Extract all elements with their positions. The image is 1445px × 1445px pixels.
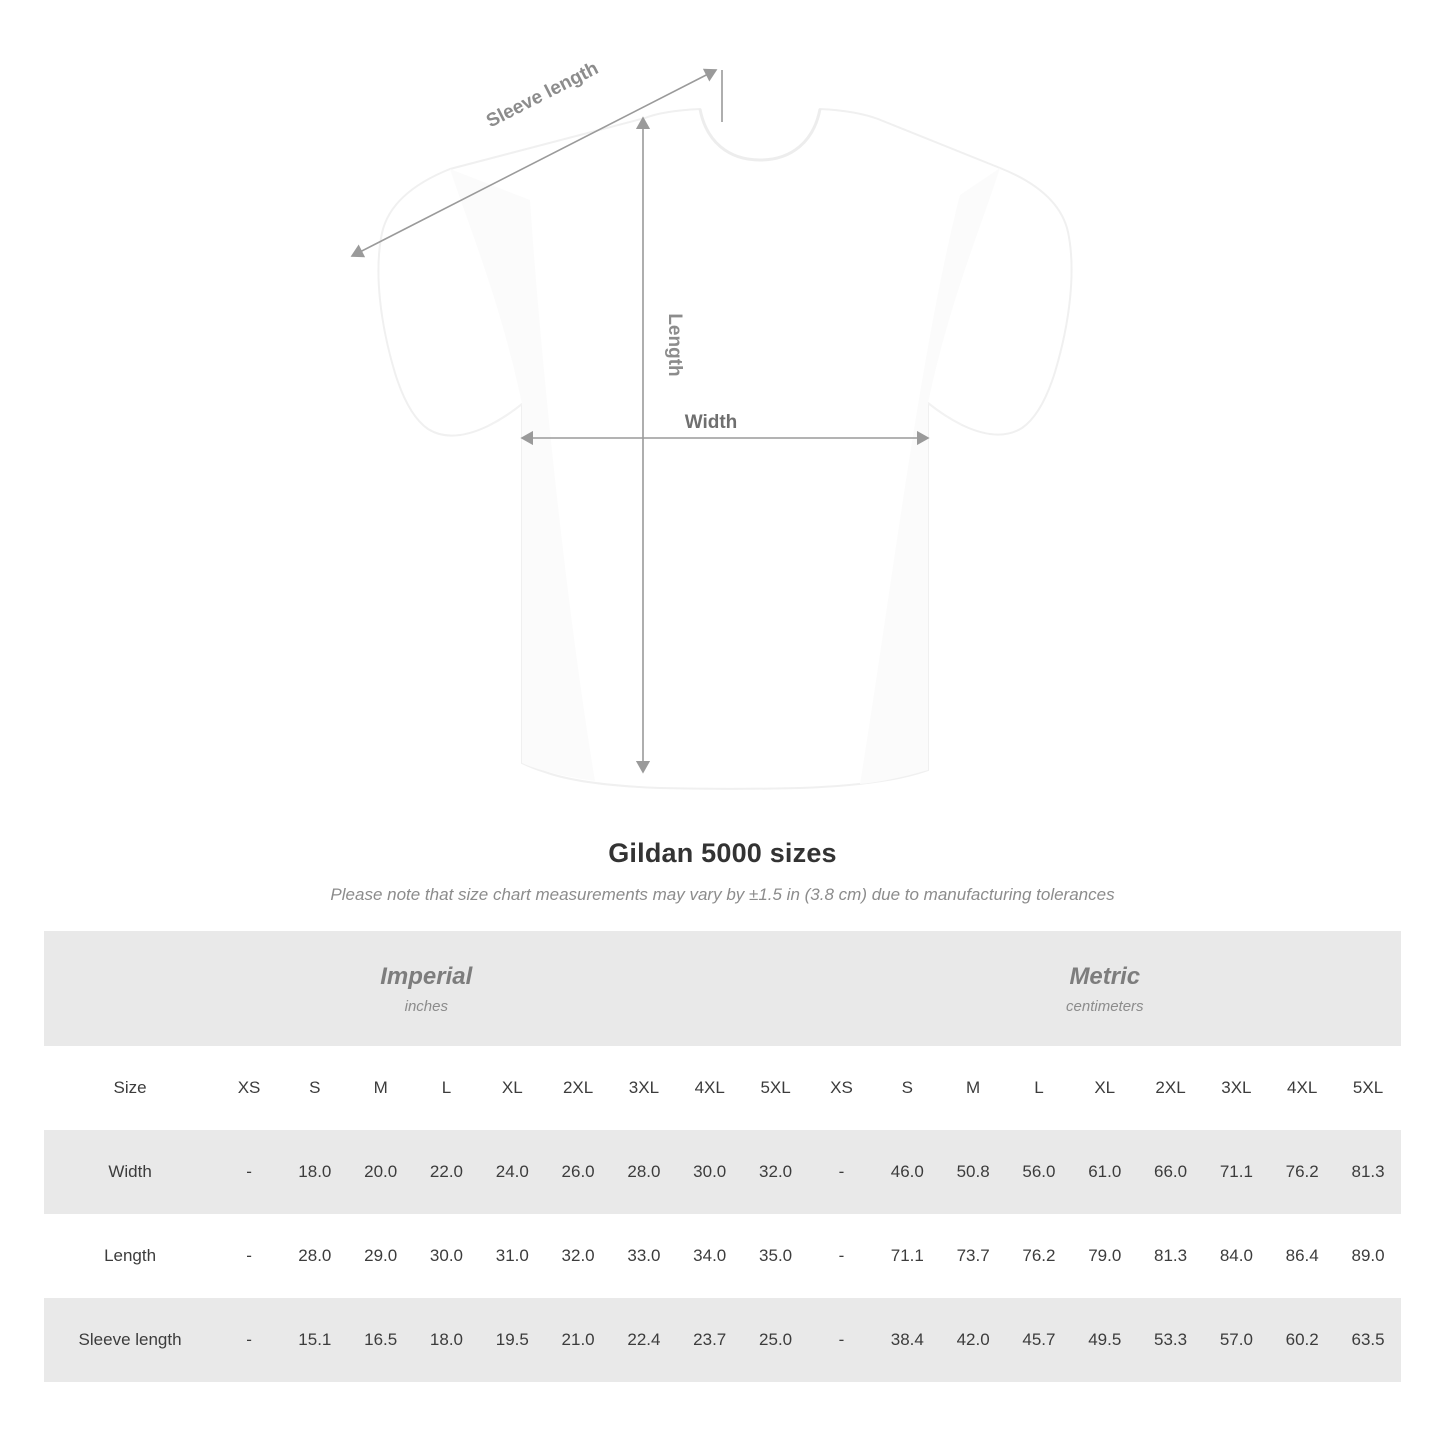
- unit-imperial-name: Imperial: [380, 963, 473, 990]
- size-met-5: 2XL: [1138, 1046, 1204, 1130]
- unit-metric-name: Metric: [1069, 963, 1141, 990]
- size-met-1: S: [874, 1046, 940, 1130]
- size-row: [44, 1046, 1401, 1130]
- cell-sleeve-met-1: 38.4: [874, 1298, 940, 1382]
- unit-imperial-cell: [44, 931, 809, 1046]
- cell-width-imp-1: 18.0: [282, 1130, 348, 1214]
- cell-length-imp-6: 33.0: [611, 1214, 677, 1298]
- unit-metric-sub: centimeters: [1066, 998, 1144, 1015]
- size-imp-7: 4XL: [677, 1046, 743, 1130]
- size-met-8: 5XL: [1335, 1046, 1401, 1130]
- size-row-header: Size: [44, 1046, 216, 1130]
- cell-sleeve-met-0: -: [809, 1298, 875, 1382]
- row-header-width: Width: [44, 1130, 216, 1214]
- cell-length-imp-2: 29.0: [348, 1214, 414, 1298]
- size-table: [44, 931, 1401, 1382]
- cell-length-met-7: 86.4: [1269, 1214, 1335, 1298]
- cell-width-imp-3: 22.0: [414, 1130, 480, 1214]
- cell-sleeve-imp-7: 23.7: [677, 1298, 743, 1382]
- row-header-sleeve-length: Sleeve length: [44, 1298, 216, 1382]
- cell-length-met-6: 84.0: [1203, 1214, 1269, 1298]
- cell-width-imp-8: 32.0: [743, 1130, 809, 1214]
- size-table-wrapper: [0, 931, 1445, 1382]
- cell-width-imp-5: 26.0: [545, 1130, 611, 1214]
- cell-length-imp-4: 31.0: [479, 1214, 545, 1298]
- size-met-0: XS: [809, 1046, 875, 1130]
- cell-length-met-0: -: [809, 1214, 875, 1298]
- cell-width-met-4: 61.0: [1072, 1130, 1138, 1214]
- cell-length-imp-5: 32.0: [545, 1214, 611, 1298]
- cell-width-imp-6: 28.0: [611, 1130, 677, 1214]
- cell-length-met-4: 79.0: [1072, 1214, 1138, 1298]
- size-met-2: M: [940, 1046, 1006, 1130]
- size-imp-0: XS: [216, 1046, 282, 1130]
- size-imp-4: XL: [479, 1046, 545, 1130]
- table-row: [44, 1214, 1401, 1298]
- unit-metric-cell: [809, 931, 1401, 1046]
- sleeve-length-label: Sleeve length: [483, 57, 602, 133]
- tshirt-shape: [378, 109, 1071, 789]
- unit-imperial-sub: inches: [404, 998, 448, 1015]
- size-imp-3: L: [414, 1046, 480, 1130]
- cell-width-imp-7: 30.0: [677, 1130, 743, 1214]
- length-label: Length: [664, 313, 685, 377]
- cell-width-imp-4: 24.0: [479, 1130, 545, 1214]
- cell-width-met-8: 81.3: [1335, 1130, 1401, 1214]
- cell-length-met-2: 73.7: [940, 1214, 1006, 1298]
- size-imp-6: 3XL: [611, 1046, 677, 1130]
- cell-length-met-3: 76.2: [1006, 1214, 1072, 1298]
- size-imp-5: 2XL: [545, 1046, 611, 1130]
- cell-sleeve-imp-3: 18.0: [414, 1298, 480, 1382]
- cell-sleeve-imp-8: 25.0: [743, 1298, 809, 1382]
- cell-sleeve-imp-2: 16.5: [348, 1298, 414, 1382]
- cell-width-met-1: 46.0: [874, 1130, 940, 1214]
- cell-width-met-0: -: [809, 1130, 875, 1214]
- size-met-7: 4XL: [1269, 1046, 1335, 1130]
- unit-header-row: [44, 931, 1401, 1046]
- cell-sleeve-imp-0: -: [216, 1298, 282, 1382]
- size-met-3: L: [1006, 1046, 1072, 1130]
- cell-length-imp-7: 34.0: [677, 1214, 743, 1298]
- size-imp-1: S: [282, 1046, 348, 1130]
- cell-sleeve-met-8: 63.5: [1335, 1298, 1401, 1382]
- cell-width-met-2: 50.8: [940, 1130, 1006, 1214]
- table-row: [44, 1130, 1401, 1214]
- cell-sleeve-met-4: 49.5: [1072, 1298, 1138, 1382]
- width-label: Width: [684, 412, 738, 433]
- size-met-6: 3XL: [1203, 1046, 1269, 1130]
- cell-length-imp-0: -: [216, 1214, 282, 1298]
- size-imp-2: M: [348, 1046, 414, 1130]
- size-met-4: XL: [1072, 1046, 1138, 1130]
- cell-length-imp-3: 30.0: [414, 1214, 480, 1298]
- cell-length-imp-8: 35.0: [743, 1214, 809, 1298]
- cell-sleeve-met-7: 60.2: [1269, 1298, 1335, 1382]
- cell-width-met-3: 56.0: [1006, 1130, 1072, 1214]
- cell-sleeve-met-3: 45.7: [1006, 1298, 1072, 1382]
- table-row: [44, 1298, 1401, 1382]
- cell-sleeve-imp-1: 15.1: [282, 1298, 348, 1382]
- cell-sleeve-imp-5: 21.0: [545, 1298, 611, 1382]
- cell-width-met-6: 71.1: [1203, 1130, 1269, 1214]
- cell-sleeve-met-5: 53.3: [1138, 1298, 1204, 1382]
- size-imp-8: 5XL: [743, 1046, 809, 1130]
- chart-title-block: [0, 838, 1445, 905]
- cell-sleeve-imp-6: 22.4: [611, 1298, 677, 1382]
- cell-sleeve-met-6: 57.0: [1203, 1298, 1269, 1382]
- cell-length-imp-1: 28.0: [282, 1214, 348, 1298]
- row-header-length: Length: [44, 1214, 216, 1298]
- cell-width-imp-0: -: [216, 1130, 282, 1214]
- cell-length-met-5: 81.3: [1138, 1214, 1204, 1298]
- cell-width-imp-2: 20.0: [348, 1130, 414, 1214]
- cell-width-met-5: 66.0: [1138, 1130, 1204, 1214]
- tolerance-note: Please note that size chart measurements may vary by ±1.5 in (3.8 cm) due to manufacturing tolerances: [330, 885, 1115, 904]
- cell-sleeve-imp-4: 19.5: [479, 1298, 545, 1382]
- cell-length-met-1: 71.1: [874, 1214, 940, 1298]
- cell-width-met-7: 76.2: [1269, 1130, 1335, 1214]
- page-title: Gildan 5000 sizes: [608, 838, 837, 868]
- cell-sleeve-met-2: 42.0: [940, 1298, 1006, 1382]
- cell-length-met-8: 89.0: [1335, 1214, 1401, 1298]
